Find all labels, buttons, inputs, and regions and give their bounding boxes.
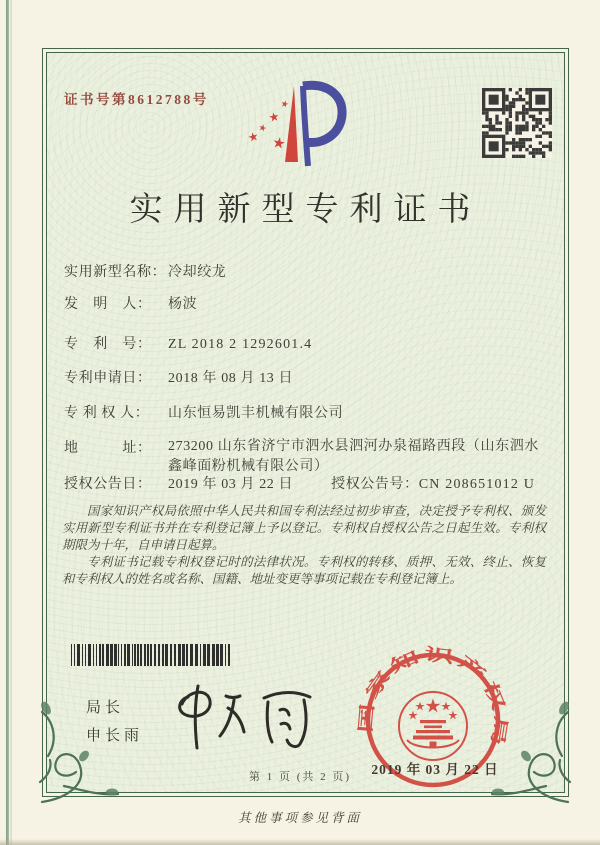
field-inventor: [64, 293, 197, 313]
field-value: 山东恒易凯丰机械有限公司: [168, 406, 344, 421]
page-bottom-shadow: [0, 839, 600, 845]
field-utility-model-name: [64, 261, 226, 281]
field-label: 专 利 号：: [64, 337, 152, 352]
field-filing-date: [64, 367, 293, 387]
field-value: CN 208651012 U: [418, 477, 536, 492]
svg-text:★: ★: [409, 711, 417, 720]
page-spine-edge: [6, 0, 9, 845]
reverse-side-note: 其他事项参见背面: [237, 811, 362, 825]
certificate-number: 证书号第8612788号: [64, 92, 209, 107]
field-patent-number: [64, 333, 312, 353]
statutory-paragraph-1: 国家知识产权局依照中华人民共和国专利法经过初步审查，决定授予专利权、颁发实用新型专利证书并在专利登记簿上予以登记。专利权自授权公告之日起生效。专利权期限为十年，自申请日起算。: [62, 504, 546, 552]
field-value: 冷却绞龙: [168, 265, 227, 280]
seal-date: 2019 年 03 月 22 日: [371, 762, 499, 777]
barcode: [71, 644, 233, 666]
svg-text:★: ★: [442, 702, 450, 711]
cnipa-logo-icon: [232, 68, 368, 178]
page-spine-highlight: [10, 0, 12, 845]
svg-text:★: ★: [246, 128, 261, 146]
seal-authority-text: 国家知识产权局: [355, 644, 511, 737]
handwritten-signature: [168, 674, 332, 760]
svg-text:★: ★: [449, 711, 457, 720]
statutory-paragraph-2: 专利证书记载专利权登记时的法律状况。专利权的转移、质押、无效、终止、恢复和专利权人的姓名或名称、国籍、地址变更等事项记载在专利登记簿上。: [62, 555, 546, 586]
svg-text:★: ★: [416, 702, 424, 711]
field-value: ZL 2018 2 1292601.4: [168, 337, 313, 352]
svg-text:★: ★: [279, 99, 290, 111]
field-label: 专 利 权 人：: [64, 406, 150, 421]
svg-text:★: ★: [270, 132, 288, 154]
field-value: 2018 年 08 月 13 日: [168, 371, 294, 386]
field-label: 实用新型名称：: [64, 265, 167, 280]
field-address: [64, 437, 544, 478]
svg-text:★: ★: [426, 697, 440, 715]
field-label: 专利申请日：: [64, 371, 152, 386]
field-value: 2019 年 03 月 22 日: [168, 477, 294, 492]
field-value: 273200 山东省济宁市泗水县泗河办泉福路西段（山东泗水鑫峰面粉机械有限公司）: [168, 439, 539, 475]
field-label: 授权公告号：: [331, 477, 419, 492]
statutory-text: [62, 503, 546, 588]
director-name: 申长雨: [86, 728, 144, 744]
field-label: 发 明 人：: [64, 297, 152, 312]
qr-code: [482, 88, 552, 158]
field-grant-row: [64, 473, 535, 493]
field-value: 杨波: [168, 297, 198, 312]
director-title: 局长: [86, 700, 125, 716]
field-label: 地 址：: [64, 441, 152, 456]
svg-text:★: ★: [267, 109, 281, 125]
svg-text:★: ★: [256, 122, 268, 135]
page-number: 第 1 页 (共 2 页): [248, 771, 352, 783]
field-patentee: [64, 402, 343, 422]
national-emblem-icon: [399, 692, 467, 760]
field-label: 授权公告日：: [64, 477, 152, 492]
certificate-title: 实用新型专利证书: [129, 192, 482, 228]
field-grant-number: [331, 477, 535, 492]
